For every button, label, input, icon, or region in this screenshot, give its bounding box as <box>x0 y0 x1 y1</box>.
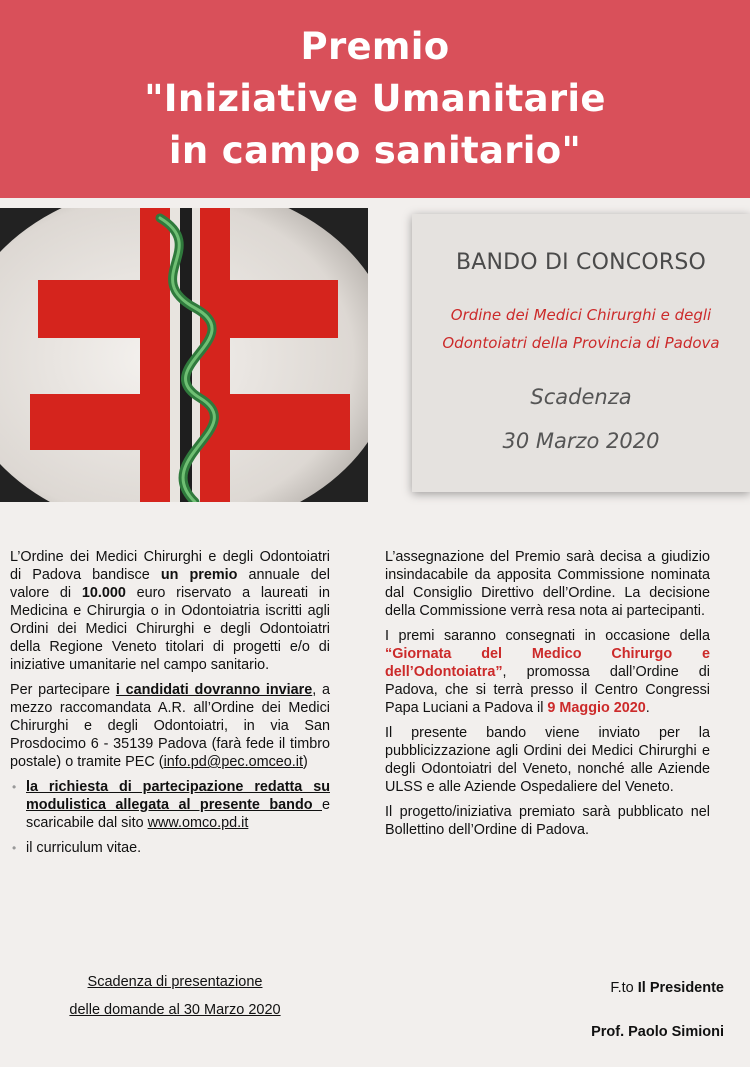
text-run: L’Ordine dei Medici Chirurghi e degli Odontoiatri di Padova bandisce <box>10 549 330 583</box>
text-run: la richiesta di partecipazione redatta su modulistica allegata al presente bando <box>26 779 330 813</box>
text-run: i candidati dovranno inviare <box>115 682 313 698</box>
text-run: 10.000 <box>81 585 126 601</box>
scadenza-label: Scadenza <box>530 385 632 409</box>
deadline-line-2: delle domande al 30 Marzo 2020 <box>69 1002 281 1018</box>
ordine-name <box>412 301 750 357</box>
assignment-paragraph: L’assegnazione del Premio sarà decisa a giudizio insindacabile da apposita Commissione nominata dal Consiglio Direttivo dell’Ordine. La decisione della Commissione verrà resa nota ai partecipanti. <box>385 549 710 619</box>
right-column <box>385 548 710 846</box>
title-line-2: "Iniziative Umanitarie <box>144 77 606 120</box>
text-run: euro riservato a laureati in Medicina e Chirurgia o in Odontoiatria iscritti agli Ordini dei Medici Chirurghi e degli Odontoiatri della Regione Veneto titolari di progetti e/o di iniziative umanitarie nel campo sanitario. <box>10 585 330 673</box>
red-cross-staff-icon <box>0 208 368 502</box>
left-column <box>10 548 330 864</box>
bando-card <box>412 214 750 492</box>
text-run: un premio <box>160 567 238 583</box>
title-banner <box>0 0 750 198</box>
event-date: 9 Maggio 2020 <box>547 700 646 716</box>
list-item <box>10 778 330 832</box>
ceremony-paragraph <box>385 627 710 717</box>
text-run: , a mezzo raccomandata A.R. all’Ordine dei Medici Chirurghi e degli Odontoiatri, in via San Prosdocimo 6 - 35139 Padova (farà fede il timbro postale) o tramite PEC ( <box>10 682 331 770</box>
scadenza-date: 30 Marzo 2020 <box>502 429 660 453</box>
text-run: Per partecipare <box>10 682 116 698</box>
text-run: e scaricabile dal sito <box>26 797 330 831</box>
text-run: , promossa dall’Ordine di Padova, che si terrà presso il Centro Congressi Papa Luciani a Padova il <box>385 664 710 716</box>
deadline-line-1: Scadenza di presentazione <box>87 974 263 990</box>
event-name: “Giornata del Medico Chirurgo e dell’Odontoiatra” <box>385 646 710 680</box>
deadline-note <box>30 968 320 1024</box>
text-run: I premi saranno consegnati in occasione della <box>385 628 710 644</box>
list-item: • il curriculum vitae. <box>10 839 330 857</box>
cross-photo <box>0 208 368 502</box>
requirements-list <box>10 778 330 857</box>
signature-role <box>610 980 724 996</box>
ordine-line-2: Odontoiatri della Provincia di Padova <box>442 334 720 352</box>
intro-paragraph <box>10 548 330 674</box>
bando-title: BANDO DI CONCORSO <box>455 250 707 275</box>
pec-email-link[interactable]: info.pd@pec.omceo.it <box>163 754 303 770</box>
publication-paragraph: Il progetto/iniziativa premiato sarà pubblicato nel Bollettino dell’Ordine di Padova. <box>385 804 710 838</box>
participation-paragraph <box>10 681 330 771</box>
text-run: ) <box>302 754 308 770</box>
text-run: F.to <box>610 980 638 996</box>
text-run: annuale del valore di <box>10 567 330 601</box>
distribution-paragraph: Il presente bando viene inviato per la pubblicizzazione agli Ordini dei Medici Chirurghi e degli Odontoiatri del Veneto, nonché alle Aziende ULSS e alle Aziende Ospedaliere del Veneto. <box>385 725 710 795</box>
title-line-1: Premio <box>300 25 450 68</box>
president-title: Il Presidente <box>637 980 724 996</box>
website-link[interactable]: www.omco.pd.it <box>147 815 249 831</box>
title-line-3: in campo sanitario" <box>168 129 582 172</box>
ordine-line-1: Ordine dei Medici Chirurghi e degli <box>450 306 712 324</box>
signature-name: Prof. Paolo Simioni <box>591 1024 724 1040</box>
text-run: . <box>645 700 650 716</box>
